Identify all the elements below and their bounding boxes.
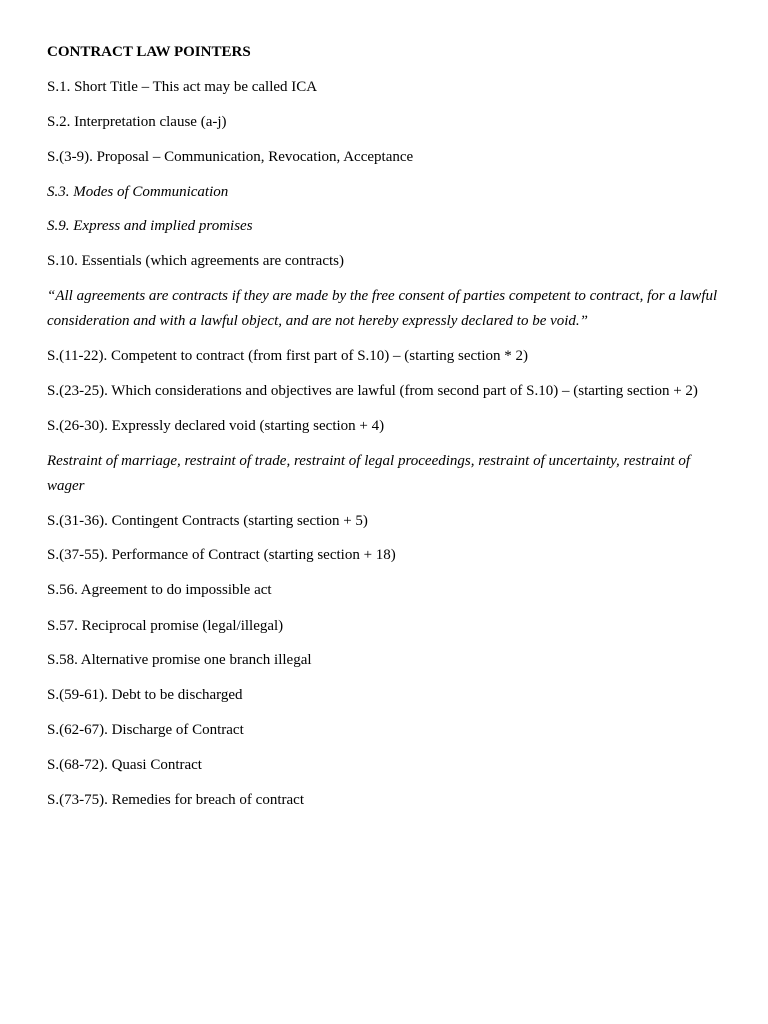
section-s26-30: S.(26-30). Expressly declared void (starting section + 4) bbox=[47, 418, 385, 434]
section-s37-55: S.(37-55). Performance of Contract (starting section + 18) bbox=[47, 547, 396, 563]
restraints-list: Restraint of marriage, restraint of trade, restraint of legal proceedings, restraint of uncertainty, restraint of wager bbox=[47, 453, 691, 494]
section-s3-9: S.(3-9). Proposal – Communication, Revocation, Acceptance bbox=[47, 149, 414, 165]
section-s10: S.10. Essentials (which agreements are contracts) bbox=[47, 253, 344, 269]
section-10-quote: “All agreements are contracts if they are made by the free consent of parties competent to contract, for a lawful consideration and with a lawful object, and are not hereby expressly declared to be void.” bbox=[47, 288, 718, 329]
section-s11-22: S.(11-22). Competent to contract (from first part of S.10) – (starting section * 2) bbox=[47, 348, 529, 364]
section-s73-75: S.(73-75). Remedies for breach of contract bbox=[47, 792, 304, 808]
section-s62-67: S.(62-67). Discharge of Contract bbox=[47, 722, 244, 738]
document-title: CONTRACT LAW POINTERS bbox=[47, 44, 251, 60]
section-s68-72: S.(68-72). Quasi Contract bbox=[47, 757, 202, 773]
section-s1: S.1. Short Title – This act may be called ICA bbox=[47, 79, 318, 95]
section-s3-modes: S.3. Modes of Communication bbox=[47, 184, 229, 200]
section-s57: S.57. Reciprocal promise (legal/illegal) bbox=[47, 618, 284, 634]
section-s31-36: S.(31-36). Contingent Contracts (starting section + 5) bbox=[47, 513, 368, 529]
section-s58: S.58. Alternative promise one branch illegal bbox=[47, 652, 312, 668]
section-s23-25: S.(23-25). Which considerations and objectives are lawful (from second part of S.10) – (starting section + 2) bbox=[47, 383, 698, 399]
section-s59-61: S.(59-61). Debt to be discharged bbox=[47, 687, 243, 703]
section-s56: S.56. Agreement to do impossible act bbox=[47, 582, 272, 598]
section-s9-express: S.9. Express and implied promises bbox=[47, 218, 253, 234]
section-s2: S.2. Interpretation clause (a-j) bbox=[47, 114, 227, 130]
